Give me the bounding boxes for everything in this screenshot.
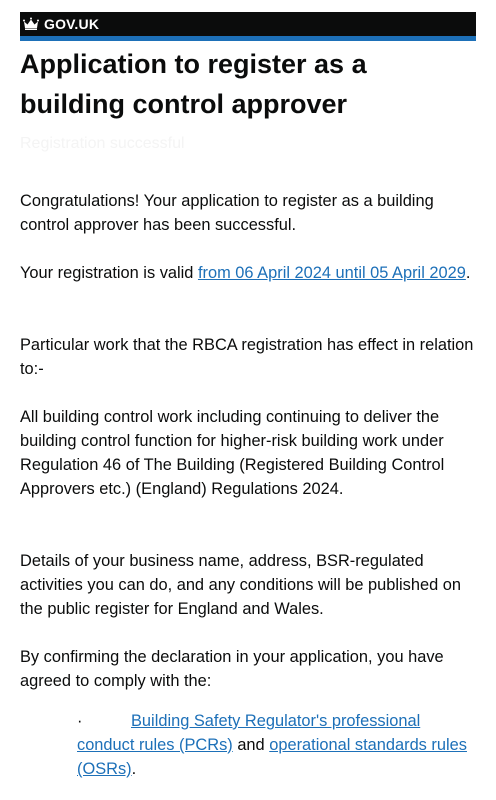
header-accent-bar — [20, 36, 476, 41]
faded-subtitle: Registration successful — [20, 135, 185, 152]
validity-prefix: Your registration is valid — [20, 264, 198, 282]
success-message: Congratulations! Your application to register as a building control approver has been successful. — [20, 192, 434, 234]
public-register-text: Details of your business name, address, BSR-regulated activities you can do, and any conditions will be published on the public register for England and Wales. — [20, 552, 462, 618]
validity-suffix: . — [465, 264, 471, 282]
crown-icon — [23, 17, 39, 31]
govuk-header — [20, 12, 476, 36]
declaration-text: By confirming the declaration in your application, you have agreed to comply with the: — [20, 648, 444, 690]
rules-list-item — [77, 709, 482, 781]
and-text: and — [232, 736, 270, 754]
list-end: . — [131, 760, 137, 778]
pcr-link[interactable]: Building Safety Regulator's professional conduct rules (PCRs) — [77, 712, 421, 754]
govuk-logo[interactable] — [23, 14, 99, 34]
page-title: Application to register as a building control approver — [20, 49, 367, 119]
govuk-logo-text: GOV.UK — [44, 16, 100, 32]
osr-link[interactable]: operational standards rules (OSRs) — [77, 736, 467, 778]
particular-work-heading: Particular work that the RBCA registration has effect in relation to:- — [20, 336, 474, 378]
registration-validity — [20, 261, 480, 285]
building-control-work-text: All building control work including continuing to deliver the building control function for higher-risk building work under Regulation 46 of The Building (Registered Building Control Approvers etc.) (England) Regulations 2024. — [20, 408, 445, 498]
list-bullet: · — [77, 712, 83, 730]
validity-dates-link[interactable]: from 06 April 2024 until 05 April 2029 — [197, 264, 466, 282]
